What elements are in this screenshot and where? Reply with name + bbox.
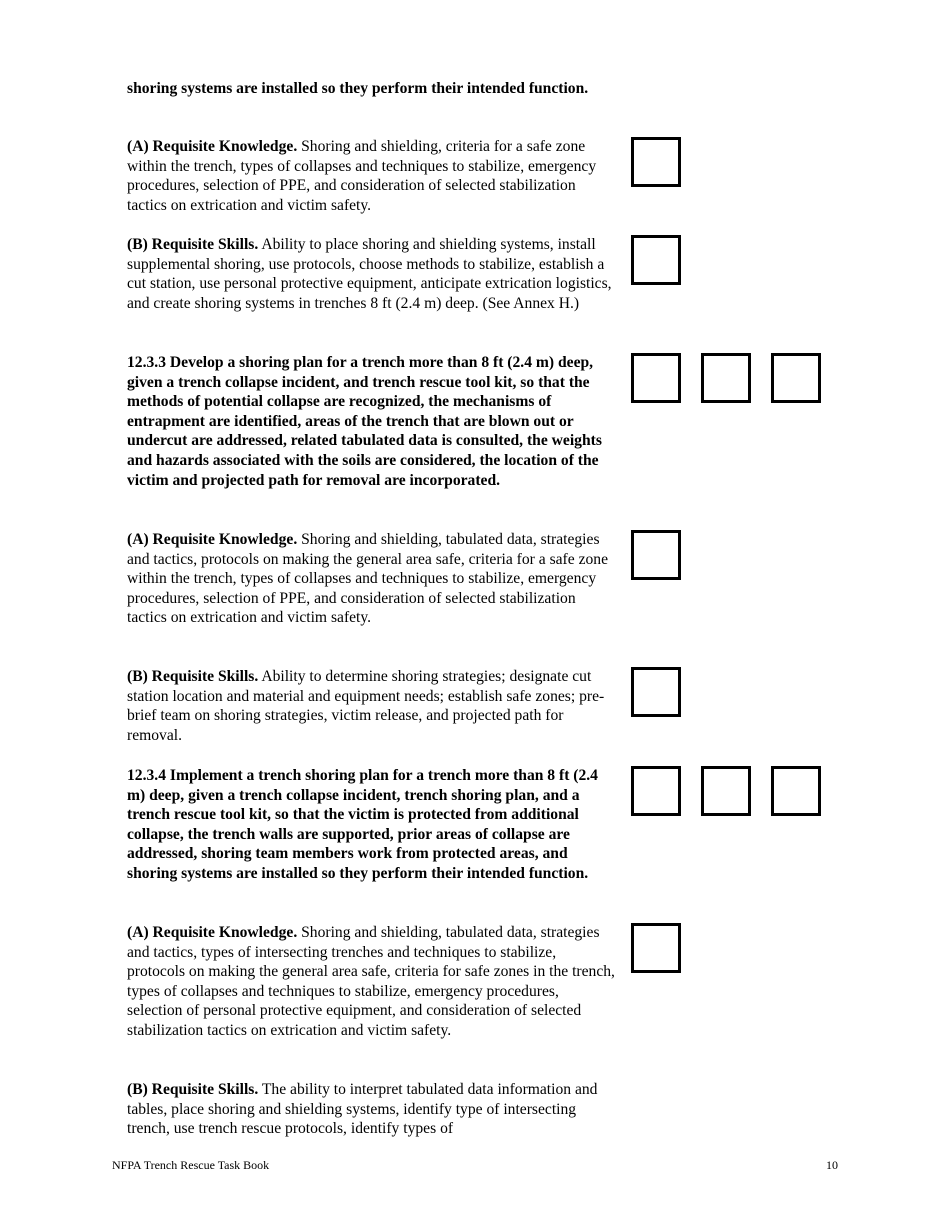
skills-text: The ability to interpret tabulated data information and tables, place shoring and shielding systems, identify type of intersecting trench, use trench rescue protocols, identify types of bbox=[127, 1081, 598, 1138]
requisite-skills-2 bbox=[127, 667, 617, 745]
signoff-checkbox[interactable] bbox=[631, 530, 681, 580]
skills-label: (B) Requisite Skills. bbox=[127, 668, 259, 685]
requisite-knowledge-3 bbox=[127, 923, 617, 1041]
requisite-knowledge-1 bbox=[127, 137, 617, 215]
signoff-checkbox-1[interactable] bbox=[631, 766, 681, 816]
knowledge-label: (A) Requisite Knowledge. bbox=[127, 924, 298, 941]
signoff-checkbox-2[interactable] bbox=[701, 353, 751, 403]
signoff-checkbox[interactable] bbox=[631, 923, 681, 973]
requisite-skills-1 bbox=[127, 235, 617, 313]
page-number: 10 bbox=[826, 1158, 838, 1172]
signoff-checkbox[interactable] bbox=[631, 137, 681, 187]
requisite-knowledge-2 bbox=[127, 530, 617, 628]
requirement-12-3-4: 12.3.4 Implement a trench shoring plan for a trench more than 8 ft (2.4 m) deep, given a trench collapse incident, trench shoring plan, and a trench rescue tool kit, so that the victim is protected from additional collapse, the trench walls are supported, prior areas of collapse are addressed, shoring team members work from protected areas, and shoring systems are installed so they perform their intended function. bbox=[127, 767, 598, 882]
footer-title: NFPA Trench Rescue Task Book bbox=[112, 1158, 270, 1172]
signoff-checkbox-3[interactable] bbox=[771, 353, 821, 403]
knowledge-text: Shoring and shielding, tabulated data, strategies and tactics, types of intersecting trenches and techniques to stabilize, protocols on making the general area safe, criteria for safe zones in the trench, types of collapses and techniques to stabilize, emergency procedures, selection of personal protective equipment, and consideration of selected stabilization tactics on extrication and victim safety. bbox=[127, 924, 615, 1039]
signoff-checkbox[interactable] bbox=[631, 235, 681, 285]
requisite-skills-3 bbox=[127, 1080, 617, 1139]
skills-text: Ability to place shoring and shielding systems, install supplemental shoring, use protocols, choose methods to stabilize, establish a cut station, use personal protective equipment, anticipate extrication logistics, and create shoring systems in trenches 8 ft (2.4 m) deep. (See Annex H.) bbox=[127, 236, 612, 312]
requirement-12-3-3: 12.3.3 Develop a shoring plan for a trench more than 8 ft (2.4 m) deep, given a trench collapse incident, and trench rescue tool kit, so that the methods of potential collapse are recognized, the mechanisms of entrapment are identified, areas of the trench that are blown out or undercut are addressed, related tabulated data is consulted, the weights and hazards associated with the soils are considered, the location of the victim and projected path for removal are incorporated. bbox=[127, 354, 602, 489]
knowledge-label: (A) Requisite Knowledge. bbox=[127, 138, 298, 155]
skills-label: (B) Requisite Skills. bbox=[127, 236, 259, 253]
skills-text: Ability to determine shoring strategies; designate cut station location and material and equipment needs; establish safe zones; pre-brief team on shoring strategies, victim release, and projected path for removal. bbox=[127, 668, 605, 744]
knowledge-text: Shoring and shielding, criteria for a safe zone within the trench, types of collapses and techniques to stabilize, emergency procedures, selection of PPE, and consideration of selected stabilization tactics on extrication and victim safety. bbox=[127, 138, 597, 214]
intro-text: shoring systems are installed so they perform their intended function. bbox=[127, 80, 589, 97]
knowledge-label: (A) Requisite Knowledge. bbox=[127, 531, 298, 548]
signoff-checkbox-1[interactable] bbox=[631, 353, 681, 403]
skills-label: (B) Requisite Skills. bbox=[127, 1081, 259, 1098]
signoff-checkbox-3[interactable] bbox=[771, 766, 821, 816]
knowledge-text: Shoring and shielding, tabulated data, strategies and tactics, protocols on making the general area safe, criteria for a safe zone within the trench, types of collapses and techniques to stabilize, emergency procedures, selection of PPE, and consideration of selected stabilization tactics on extrication and victim safety. bbox=[127, 531, 609, 627]
signoff-checkbox-2[interactable] bbox=[701, 766, 751, 816]
signoff-checkbox[interactable] bbox=[631, 667, 681, 717]
